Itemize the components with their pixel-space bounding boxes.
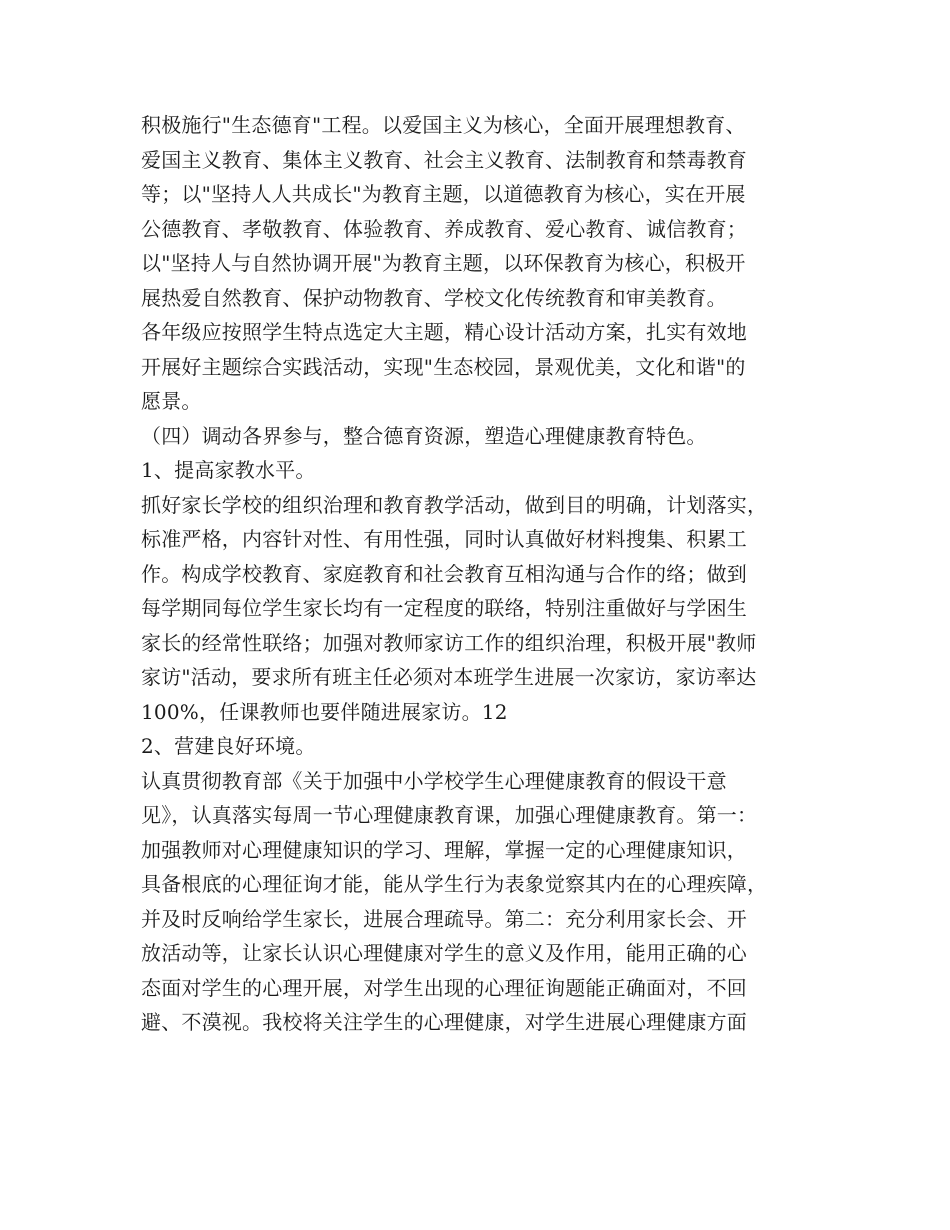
text-line: 态面对学生的心理开展，对学生出现的心理征询题能正确面对，不回 <box>141 975 747 1000</box>
text-line: 家长的经常性联络；加强对教师家访工作的组织治理，积极开展"教师 <box>141 630 757 655</box>
text-line: 加强教师对心理健康知识的学习、理解，掌握一定的心理健康知识， <box>141 837 747 862</box>
text-line: 各年级应按照学生特点选定大主题，精心设计活动方案，扎实有效地 <box>141 320 747 344</box>
text-line: 积极施行"生态德育"工程。以爱国主义为核心，全面开展理想教育、 <box>141 113 746 137</box>
text-line: 开展好主题综合实践活动，实现"生态校园，景观优美，文化和谐"的 <box>141 354 746 379</box>
text-line: 100%，任课教师也要伴随进展家访。12 <box>141 699 508 724</box>
section-heading: （四）调动各界参与，整合德育资源，塑造心理健康教育特色。 <box>141 423 707 448</box>
text-line: 爱国主义教育、集体主义教育、社会主义教育、法制教育和禁毒教育 <box>141 147 747 172</box>
text-line: 每学期同每位学生家长均有一定程度的联络，特别注重做好与学困生 <box>141 596 747 620</box>
subsection-heading: 2、营建良好环境。 <box>141 734 316 758</box>
text-line: 放活动等，让家长认识心理健康对学生的意义及作用，能用正确的心 <box>141 941 747 965</box>
text-line: 家访"活动，要求所有班主任必须对本班学生进展一次家访，家访率达 <box>141 665 757 689</box>
text-line: 具备根底的心理征询才能，能从学生行为表象觉察其内在的心理疾障， <box>141 872 768 896</box>
text-line: 作。构成学校教育、家庭教育和社会教育互相沟通与合作的络；做到 <box>141 561 747 586</box>
text-line: 愿景。 <box>141 389 202 413</box>
text-line: 标准严格，内容针对性、有用性强，同时认真做好材料搜集、积累工 <box>141 527 747 551</box>
text-line: 公德教育、孝敬教育、体验教育、养成教育、爱心教育、诚信教育； <box>141 216 747 241</box>
text-line: 并及时反响给学生家长，进展合理疏导。第二：充分利用家长会、开 <box>141 906 747 931</box>
text-line: 等；以"坚持人人共成长"为教育主题，以道德教育为核心，实在开展 <box>141 182 746 206</box>
text-line: 以"坚持人与自然协调开展"为教育主题，以环保教育为核心，积极开 <box>141 251 746 275</box>
text-line: 展热爱自然教育、保护动物教育、学校文化传统教育和审美教育。 <box>141 285 727 310</box>
text-line: 避、不漠视。我校将关注学生的心理健康，对学生进展心理健康方面 <box>141 1010 747 1034</box>
subsection-heading: 1、提高家教水平。 <box>141 458 316 482</box>
text-line: 认真贯彻教育部《关于加强中小学校学生心理健康教育的假设干意 <box>141 768 727 793</box>
document-body <box>141 108 821 1040</box>
text-line: 见》，认真落实每周一节心理健康教育课，加强心理健康教育。第一： <box>141 803 758 827</box>
text-line: 抓好家长学校的组织治理和教育教学活动，做到目的明确，计划落实， <box>141 492 768 517</box>
